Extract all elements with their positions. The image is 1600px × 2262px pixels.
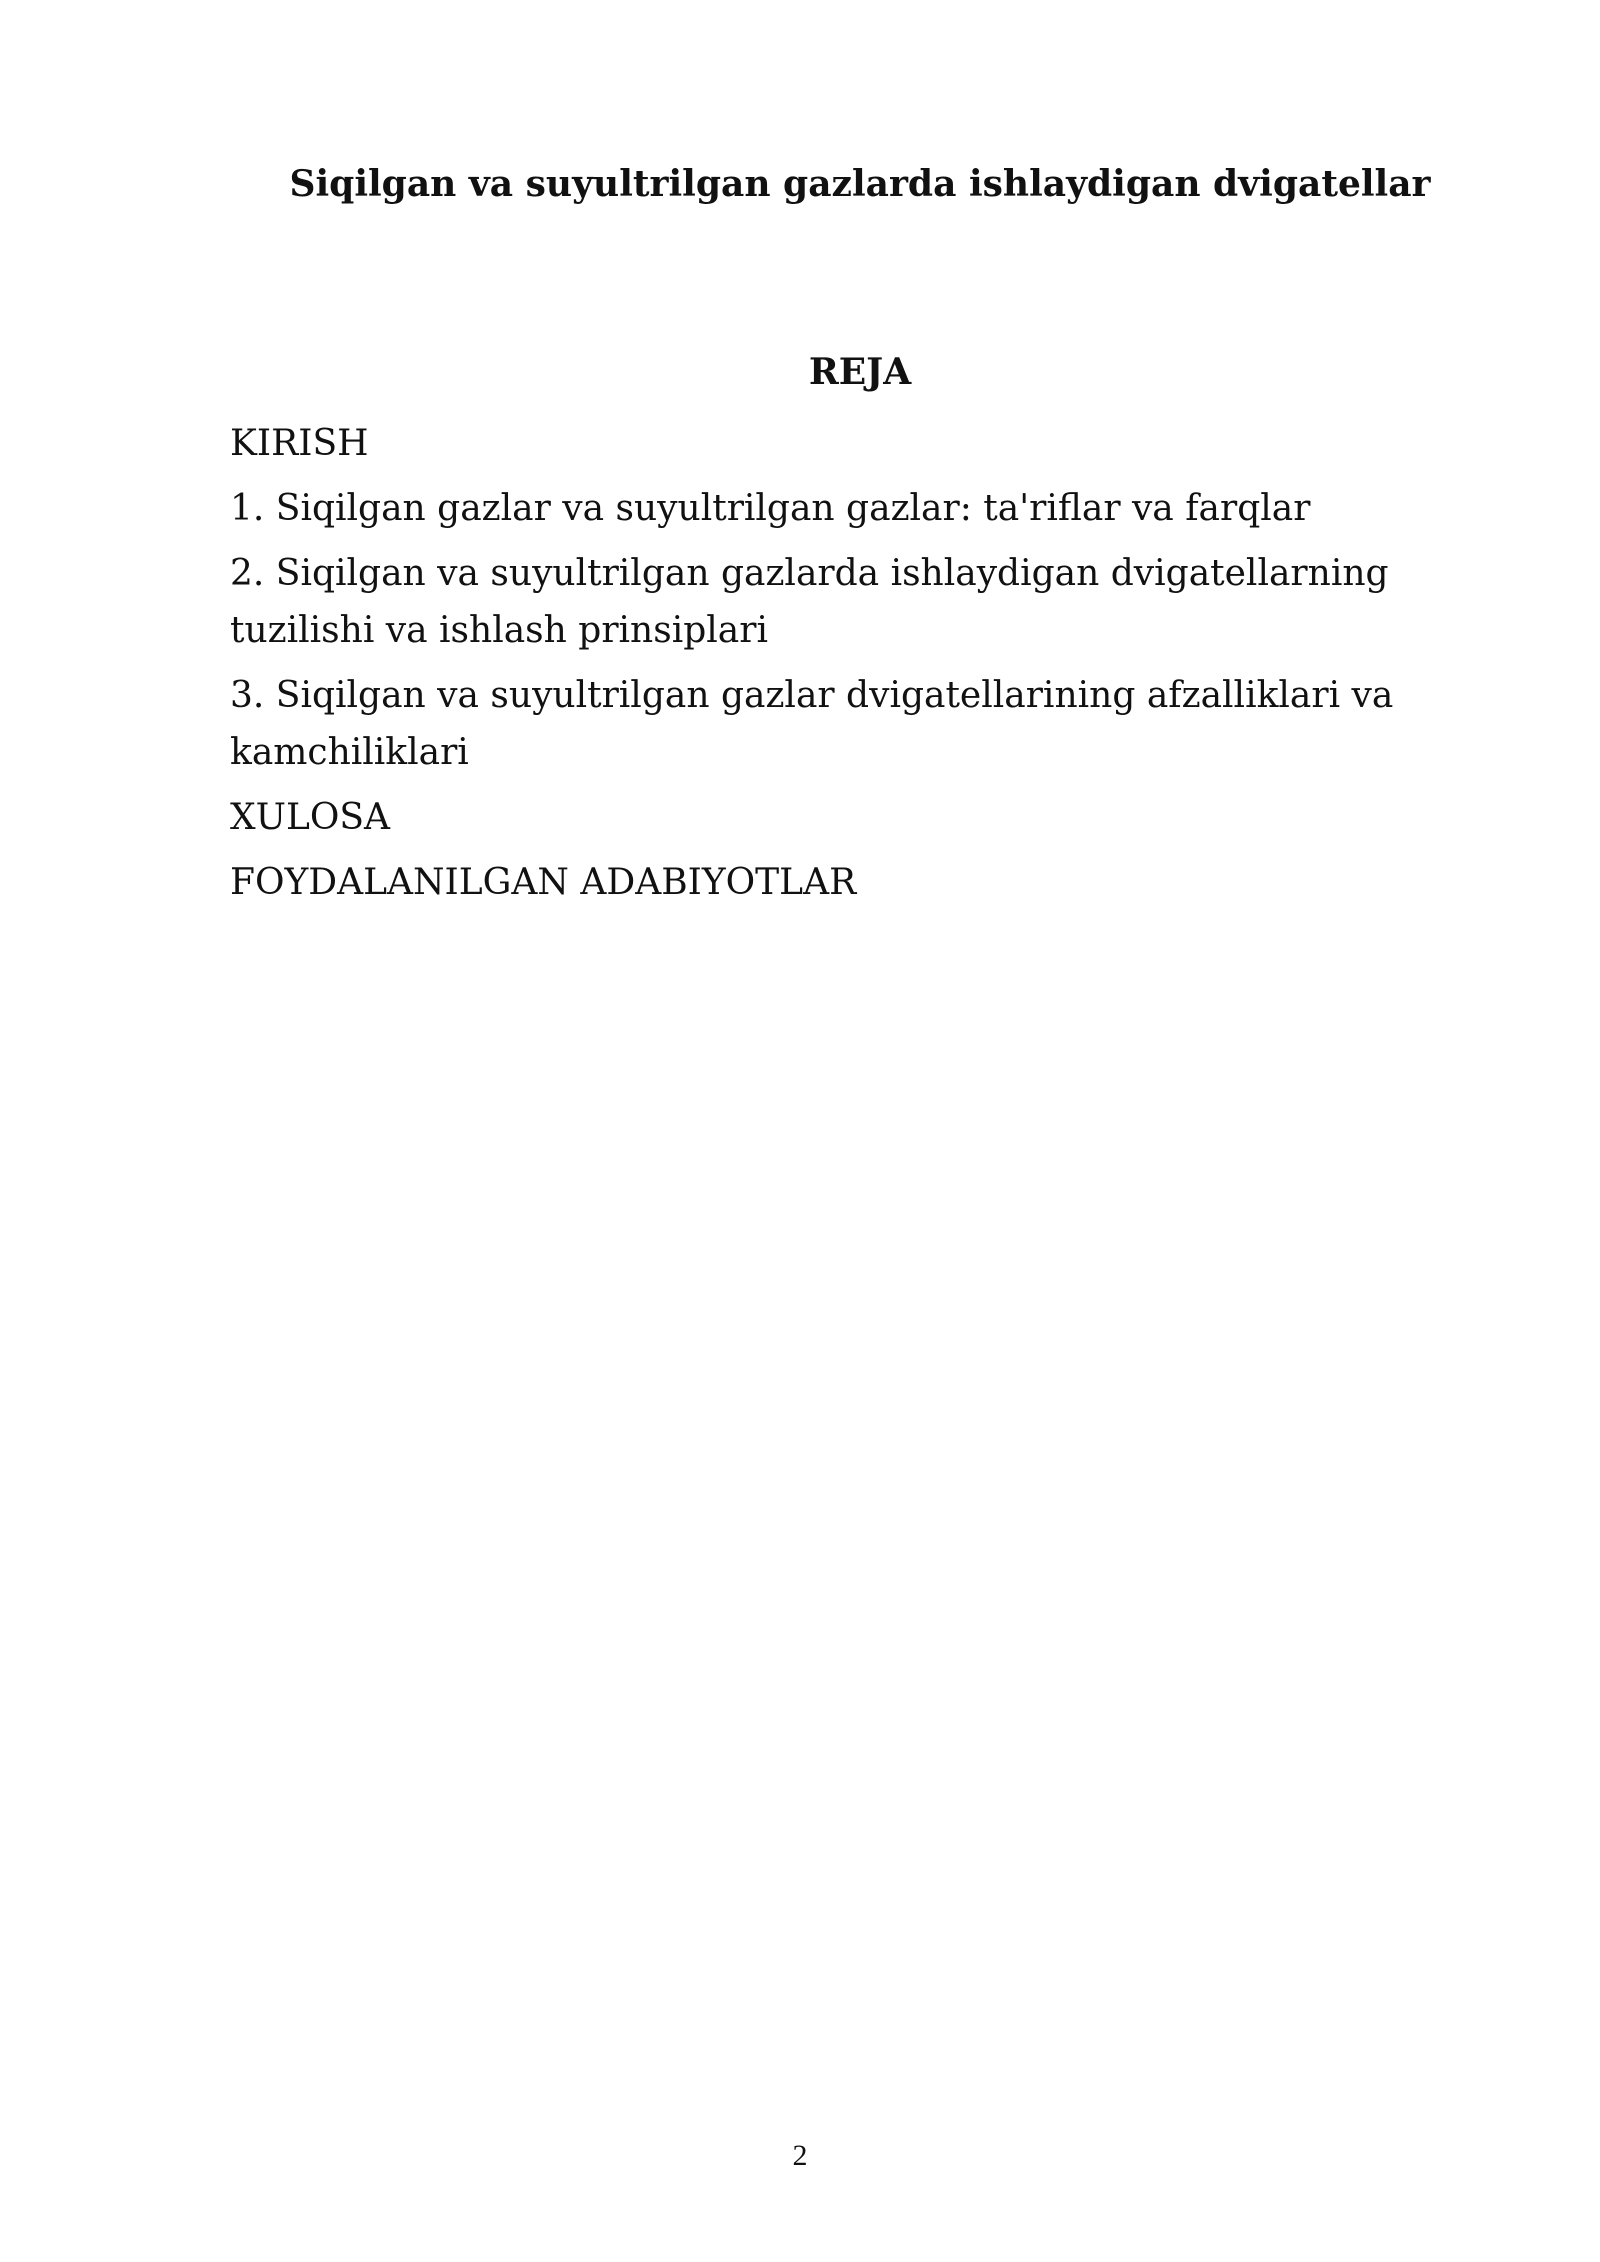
document-title: Siqilgan va suyultrilgan gazlarda ishlaydigan dvigatellar [289,163,1431,205]
plan-heading: REJA [808,351,912,393]
plan-list [230,415,1470,919]
page-number: 2 [792,2139,808,2172]
plan-item-conclusion: XULOSA [230,797,391,838]
plan-item-references: FOYDALANILGAN ADABIYOTLAR [230,862,857,903]
plan-item-2: 2. Siqilgan va suyultrilgan gazlarda ishlaydigan dvigatellarning tuzilishi va ishlash prinsiplari [230,553,1389,651]
plan-item-3: 3. Siqilgan va suyultrilgan gazlar dvigatellarining afzalliklari va kamchiliklari [230,675,1394,773]
plan-item-1: 1. Siqilgan gazlar va suyultrilgan gazlar: ta'riflar va farqlar [230,488,1311,529]
plan-item-introduction: KIRISH [230,423,369,464]
